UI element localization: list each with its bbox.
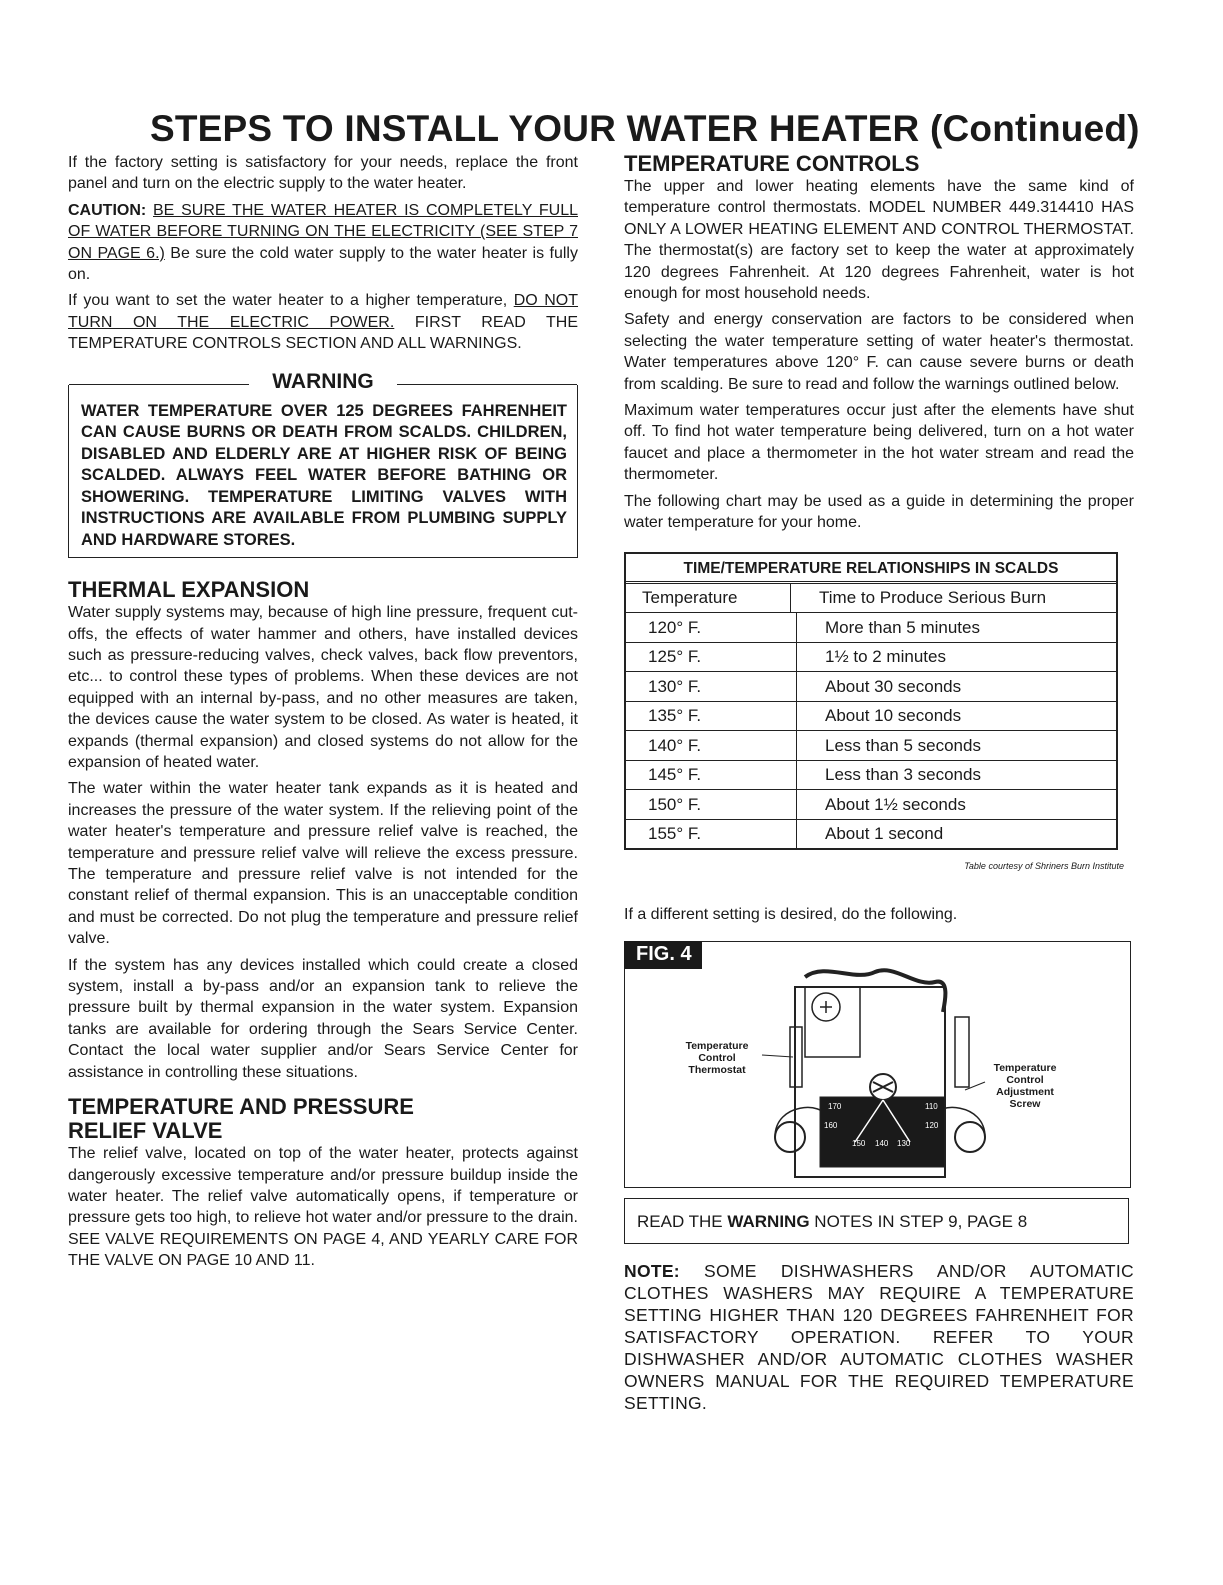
temperature-controls-heading: TEMPERATURE CONTROLS xyxy=(624,151,920,176)
temperature-cell: 155° F. xyxy=(626,820,797,849)
page-title: STEPS TO INSTALL YOUR WATER HEATER (Continued) xyxy=(150,108,1140,149)
notebox-bold: WARNING xyxy=(727,1211,810,1231)
table-row xyxy=(626,643,1116,673)
temperature-cell: 125° F. xyxy=(626,643,797,672)
caution-underlined-text: BE SURE THE WATER HEATER IS COMPLETELY FULL OF WATER BEFORE TURNING ON THE ELECTRICITY (SEE STEP 7 ON PAGE 6.) xyxy=(68,201,578,262)
burn-time-cell: About 10 seconds xyxy=(825,706,962,726)
temperature-cell: 145° F. xyxy=(626,761,797,790)
table-row xyxy=(626,790,1116,820)
scald-table-title: TIME/TEMPERATURE RELATIONSHIPS IN SCALDS xyxy=(626,554,1116,584)
scald-table xyxy=(624,552,1118,851)
different-setting-text: If a different setting is desired, do the following. xyxy=(624,905,958,923)
tpr-heading-line-2: RELIEF VALVE xyxy=(68,1118,223,1144)
warning-label-row xyxy=(69,371,577,394)
table-row xyxy=(626,672,1116,702)
temperature-cell: 130° F. xyxy=(626,672,797,701)
figure-4 xyxy=(624,941,1131,1188)
table-row xyxy=(626,761,1116,791)
figure-label: FIG. 4 xyxy=(624,941,702,968)
higher-temp-rest: FIRST READ THE TEMPERATURE CONTROLS SECTION AND ALL WARNINGS. xyxy=(68,313,579,353)
controls-paragraph-4: The following chart may be used as a guide in determining the proper water temperature for your home. xyxy=(624,492,1134,532)
temperature-cell: 140° F. xyxy=(626,731,797,760)
thermal-paragraph-3: If the system has any devices installed which could create a closed system, install a by-pass and/or an expansion tank to relieve the pressure built by thermal expansion in the water system. Expansion tanks are available for ordering through the Sears Service Center. Contact the local water supplier and/or Sears Service Center for assistance in controlling these situations. xyxy=(68,956,578,1081)
note-paragraph xyxy=(624,1260,1134,1414)
warning-notes-box xyxy=(624,1198,1129,1244)
higher-temp-underlined: DO NOT TURN ON THE ELECTRIC POWER. xyxy=(68,292,579,331)
right-column xyxy=(624,152,1134,1414)
notebox-post: NOTES IN STEP 9, PAGE 8 xyxy=(814,1211,1028,1231)
thermal-paragraph-2: The water within the water heater tank expands as it is heated and increases the pressure of the water system. If the relieving point of the water heater's temperature and pressure relief valve is reached, the temperature and pressure relief valve will relieve the excess pressure. The temperature and pressure relief valve is not intended for the constant relief of thermal expansion. This is an unacceptable condition and must be corrected. Do not plug the temperature and pressure relief valve. xyxy=(68,780,578,948)
higher-temp-start: If you want to set the water heater to a higher temperature, xyxy=(68,292,508,310)
table-courtesy: Table courtesy of Shriners Burn Institute xyxy=(964,861,1124,872)
dial-170: 170 xyxy=(828,1102,842,1112)
scald-table-header-row xyxy=(626,584,1116,614)
table-row xyxy=(626,731,1116,761)
higher-temperature-paragraph xyxy=(68,290,578,354)
dial-120: 120 xyxy=(925,1121,939,1131)
temperature-cell: 120° F. xyxy=(626,613,797,642)
caution-label: CAUTION: xyxy=(68,201,147,219)
burn-time-cell: Less than 3 seconds xyxy=(825,765,981,785)
caution-paragraph xyxy=(68,200,578,286)
burn-time-cell: Less than 5 seconds xyxy=(825,735,981,755)
controls-paragraph-3: Maximum water temperatures occur just after the elements have shut off. To find hot water temperature being delivered, turn on a hot water faucet and place a thermometer in the hot water stream and read the thermometer. xyxy=(624,402,1134,484)
notebox-pre: READ THE xyxy=(637,1211,723,1231)
table-row xyxy=(626,702,1116,732)
tpr-paragraph: The relief valve, located on top of the water heater, protects against dangerously excessive temperature and/or pressure buildup inside the water heater. The relief valve automatically opens, if temperature or pressure gets too high, to relieve hot water and/or pressure to the drain. SEE VALVE REQUIREMENTS ON PAGE 4, AND YEARLY CARE FOR THE VALVE ON PAGE 10 AND 11. xyxy=(68,1145,578,1270)
caution-rest-text: Be sure the cold water supply to the water heater is fully on. xyxy=(68,244,578,284)
burn-time-cell: About 1 second xyxy=(825,824,944,844)
temperature-cell: 150° F. xyxy=(626,790,797,819)
note-text: SOME DISHWASHERS AND/OR AUTOMATIC CLOTHES WASHERS MAY REQUIRE A TEMPERATURE SETTING HIGHER THAN 120 DEGREES FAHRENHEIT FOR SATISFACTORY OPERATION. REFER TO YOUR DISHWASHER AND/OR AUTOMATIC CLOTHES WASHER OWNERS MANUAL FOR THE REQUIRED TEMPERATURE SETTING. xyxy=(624,1261,1134,1414)
fig-right-label: Temperature Control Adjustment Screw xyxy=(993,1062,1057,1111)
burn-time-cell: 1½ to 2 minutes xyxy=(825,647,946,667)
dial-150: 150 xyxy=(852,1139,866,1149)
table-row xyxy=(626,820,1116,849)
burn-time-cell: More than 5 minutes xyxy=(825,617,980,637)
fig-left-label: Temperature Control Thermostat xyxy=(685,1040,749,1077)
burn-time-cell: About 1½ seconds xyxy=(825,794,966,814)
thermal-paragraph-1: Water supply systems may, because of high line pressure, frequent cut-offs, the effects of water hammer and others, have installed devices such as pressure-reducing valves, check valves, back flow preventors, etc... to control these types of problems. When these devices are not equipped with an internal by-pass, and no other measures are taken, the devices cause the water system to be closed. As water is heated, it expands (thermal expansion) and closed systems do not allow for the expansion of heated water. xyxy=(68,604,578,771)
controls-paragraph-1: The upper and lower heating elements have the same kind of temperature control thermostats. MODEL NUMBER 449.314410 HAS ONLY A LOWER HEATING ELEMENT AND CONTROL THERMOSTAT. The thermostat(s) are factory set to keep the water at approximately 120 degrees Fahrenheit. At 120 degrees Fahrenheit, water is hot enough for most household needs. xyxy=(624,178,1134,303)
dial-140: 140 xyxy=(875,1139,889,1149)
burn-time-cell: About 30 seconds xyxy=(825,676,962,696)
dial-110: 110 xyxy=(925,1102,938,1112)
tpr-heading-line-1: TEMPERATURE AND PRESSURE xyxy=(68,1094,414,1120)
left-column xyxy=(68,152,578,1277)
factory-setting-paragraph: If the factory setting is satisfactory for your needs, replace the front panel and turn on the electric supply to the water heater. xyxy=(68,154,578,193)
thermal-expansion-heading: THERMAL EXPANSION xyxy=(68,577,310,603)
table-row xyxy=(626,613,1116,643)
dial-130: 130 xyxy=(897,1139,911,1149)
note-label: NOTE: xyxy=(624,1261,680,1282)
warning-label: WARNING xyxy=(266,370,380,393)
warning-text: WATER TEMPERATURE OVER 125 DEGREES FAHRENHEIT CAN CAUSE BURNS OR DEATH FROM SCALDS. CHILDREN, DISABLED AND ELDERLY ARE AT HIGHER RISK OF BEING SCALDED. ALWAYS FEEL WATER BEFORE BATHING OR SHOWERING. TEMPERATURE LIMITING VALVES WITH INSTRUCTIONS ARE AVAILABLE FROM PLUMBING SUPPLY AND HARDWARE STORES. xyxy=(81,401,567,549)
temperature-cell: 135° F. xyxy=(626,702,797,731)
warning-box xyxy=(68,369,578,559)
header-time: Time to Produce Serious Burn xyxy=(819,588,1047,608)
controls-paragraph-2: Safety and energy conservation are factors to be considered when selecting the water temperature setting of water heater's thermostat. Water temperatures above 120° F. can cause severe burns or death from scalding. Be sure to read and follow the warnings outlined below. xyxy=(624,311,1134,393)
header-temperature: Temperature xyxy=(626,584,791,613)
dial-160: 160 xyxy=(824,1121,838,1131)
